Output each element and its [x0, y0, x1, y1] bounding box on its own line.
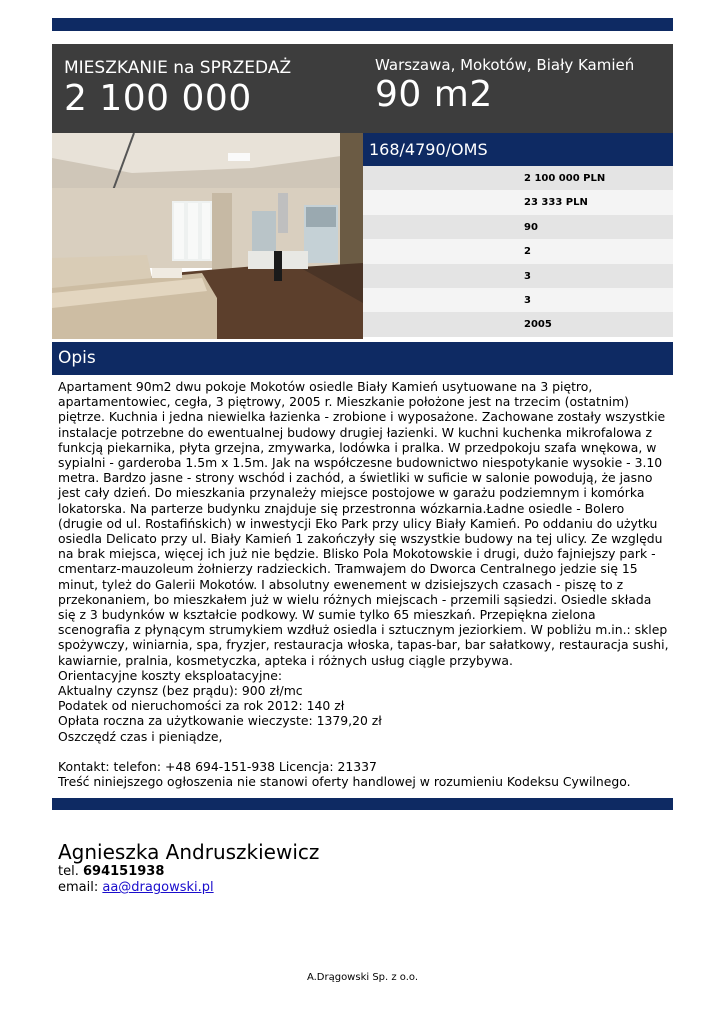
phone-label: tel. — [58, 864, 79, 879]
section-title: Opis — [58, 348, 96, 368]
agent-name: Agnieszka Andruszkiewicz — [58, 840, 320, 864]
listing-header — [52, 44, 673, 133]
detail-row-price — [363, 166, 673, 190]
phone-number: 694151938 — [82, 864, 165, 879]
property-photo — [52, 133, 363, 339]
footer-company: A.Drągowski Sp. z o.o. — [306, 972, 419, 983]
reference-bar — [363, 133, 673, 166]
offer-type: MIESZKANIE na SPRZEDAŻ — [64, 58, 292, 78]
detail-row-floors-total — [363, 288, 673, 312]
description-text: Apartament 90m2 dwu pokoje Mokotów osiedle Biały Kamień usytuowane na 3 piętro, apartamentowiec, cegła, 3 piętrowy, 2005 r. Mieszkanie położone jest na trzecim (ostatnim) piętrze. Kuchnia i jedna niewielka łazienka - zrobione i wyposażone. Zachowane zostały wszystkie instalacje potrzebne do ewentualnej budowy drugiej łazienki. W kuchni kuchenka mikrofalowa z funkcją piekarnika, płyta grzejna, zmywarka, lodówka i pralka. W przedpokoju szafa wnękowa, w sypialni - garderoba 1.5m x 1.5m. Jak na współczesne budownictwo niespotykanie wysokie - 3.10 metra. Bardzo jasne - strony wschód i zachód, a świetliki w suficie w salonie powodują, że jasno jest cały dzień. Do mieszkania przynależy miejsce postojowe w garażu podziemnym i komórka lokatorska. Na parterze budynku znajduje się przestronna wózkarnia.Ładne osiedle - Bolero (drugie od ul. Rostafińskich) w inwestycji Eko Park przy ulicy Biały Kamień. Po oddaniu do użytku osiedla Delicato przy ul. Biały Kamień 1 zakończyły się wszystkie budowy na tej ulicy. Ze względu na brak miejsca, więcej ich już nie będzie. Blisko Pola Mokotowskie i drugi, dużo fajniejszy park - cmentarz-mauzoleum żołnierzy radzieckich. Tramwajem do Dworca Centralnego jedzie się 15 minut, tyleż do Galerii Mokotów. I absolutny ewenement w dzisiejszych czasach - piszę to z przekonaniem, bo mieszkałem już w wielu różnych miejscach - przemili sąsiedzi. Osiedle składa się z 3 budynków w kształcie podkowy. W sumie tylko 65 mieszkań. Przepiękna zielona scenografia z płynącym strumykiem wzdłuż osiedla i sztucznym jeziorkiem. W pobliżu m.in.: sklep spożywczy, winiarnia, spa, fryzjer, restauracja włoska, tapas-bar, bar sałatkowy, restauracja sushi, kawiarnie, pralnia, kosmetyczka, apteka i różnych usług ciągle przybywa. Orientacyjne koszty eksploatacyjne: Aktualny czynsz (bez prądu): 900 zł/mc Podatek od nieruchomości za rok 2012: 140 zł Opłata roczna za użytkowanie wieczyste: 1379,20 zł Oszczędź czas i pieniądze, Kontakt: telefon: +48 694-151-938 Licencja: 21337 Treść niniejszego ogłoszenia nie stanowi oferty handlowej w rozumieniu Kodeksu Cywilnego. — [58, 379, 669, 790]
top-divider-bar — [52, 18, 673, 31]
details-table — [363, 166, 673, 337]
detail-row-area — [363, 215, 673, 239]
detail-value: 3 — [524, 270, 531, 282]
detail-value: 90 — [524, 221, 538, 233]
email-label: email: — [58, 880, 99, 895]
email-link[interactable]: aa@dragowski.pl — [102, 880, 214, 895]
detail-value: 2 100 000 PLN — [524, 173, 606, 184]
reference-number: 168/4790/OMS — [369, 140, 488, 159]
description-header — [52, 342, 673, 375]
detail-value: 2005 — [524, 319, 552, 331]
bottom-divider-bar — [52, 798, 673, 810]
detail-value: 2 — [524, 246, 531, 258]
location: Warszawa, Mokotów, Biały Kamień — [375, 56, 635, 74]
detail-row-rooms — [363, 239, 673, 263]
agent-email — [58, 880, 214, 895]
detail-row-price-per-m2 — [363, 190, 673, 214]
price-headline: 2 100 000 — [64, 78, 252, 119]
agent-phone — [58, 864, 164, 879]
detail-value: 3 — [524, 294, 531, 306]
detail-value: 23 333 PLN — [524, 197, 588, 209]
detail-row-floor — [363, 264, 673, 288]
detail-row-year — [363, 312, 673, 336]
area-headline: 90 m2 — [375, 74, 493, 115]
